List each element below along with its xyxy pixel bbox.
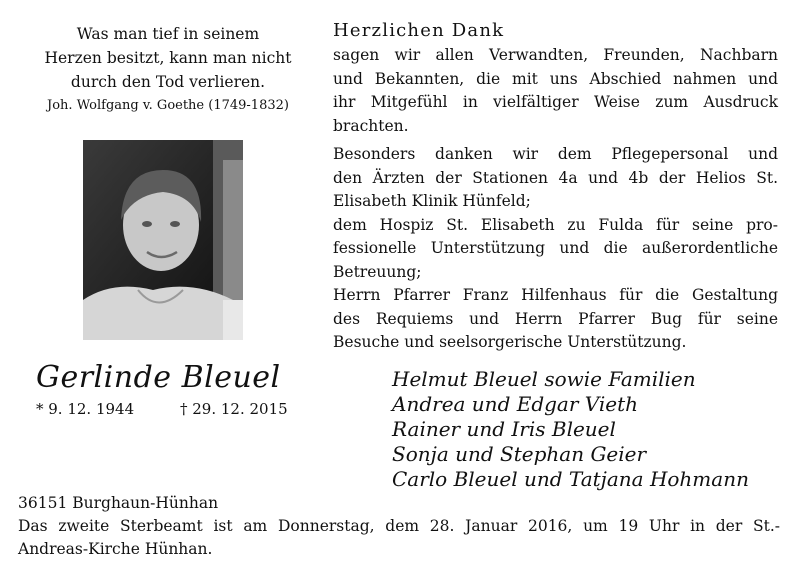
text-line: sagen wir allen Verwandten, Freunden, Nachbarn (333, 46, 778, 64)
quote-line: durch den Tod verlieren. (70, 73, 266, 91)
quote-line: Herzen besitzt, kann man nicht (44, 49, 292, 67)
thanks-heading: Herzlichen Dank (333, 20, 505, 41)
family-member: Andrea und Edgar Vieth (392, 392, 639, 416)
family-member: Carlo Bleuel und Tatjana Hohmann (392, 467, 749, 491)
quote-line: Was man tief in seinem (76, 25, 260, 43)
thanks-paragraph-2 (333, 143, 778, 355)
text-line: Besuche und seelsorgerische Unterstützung. (333, 333, 687, 351)
deceased-name: Gerlinde Bleuel (36, 360, 281, 395)
text-line: ihr Mitgefühl in vielfältiger Weise zum Ausdruck (333, 93, 778, 111)
quote-author: Joh. Wolfgang v. Goethe (1749-1832) (47, 98, 289, 113)
service-notice-line: Andreas-Kirche Hünhan. (18, 540, 213, 558)
service-info (18, 492, 780, 561)
birth-date: * 9. 12. 1944 (36, 400, 135, 418)
text-line: dem Hospiz St. Elisabeth zu Fulda für seine pro- (333, 215, 778, 234)
goethe-quote (28, 22, 308, 118)
service-notice-line: Das zweite Sterbeamt ist am Donnerstag, dem 28. Januar 2016, um 19 Uhr in der St.- (18, 517, 780, 535)
portrait-photo (83, 140, 243, 340)
text-line: brachten. (333, 116, 409, 135)
family-member: Sonja und Stephan Geier (392, 442, 647, 466)
thanks-paragraph-1 (333, 44, 778, 138)
text-line: den Ärzten der Stationen 4a und 4b der Helios St. (333, 168, 778, 187)
text-line: Herrn Pfarrer Franz Hilfenhaus für die Gestaltung (333, 286, 778, 304)
family-member: Rainer und Iris Bleuel (392, 417, 616, 441)
death-date: † 29. 12. 2015 (180, 400, 288, 418)
text-line: fessionelle Unterstützung und die außerordentliche (333, 239, 778, 257)
family-member: Helmut Bleuel sowie Familien (392, 367, 696, 391)
location: 36151 Burghaun-Hünhan (18, 494, 219, 512)
text-line: Elisabeth Klinik Hünfeld; (333, 192, 531, 210)
family-signatures (392, 367, 792, 492)
text-line: Besonders danken wir dem Pflegepersonal und (333, 145, 778, 163)
text-line: und Bekannten, die mit uns Abschied nahmen und (333, 69, 778, 88)
text-line: Betreuung; (333, 262, 422, 281)
text-line: des Requiems und Herrn Pfarrer Bug für seine (333, 309, 778, 328)
portrait-image (83, 140, 243, 340)
